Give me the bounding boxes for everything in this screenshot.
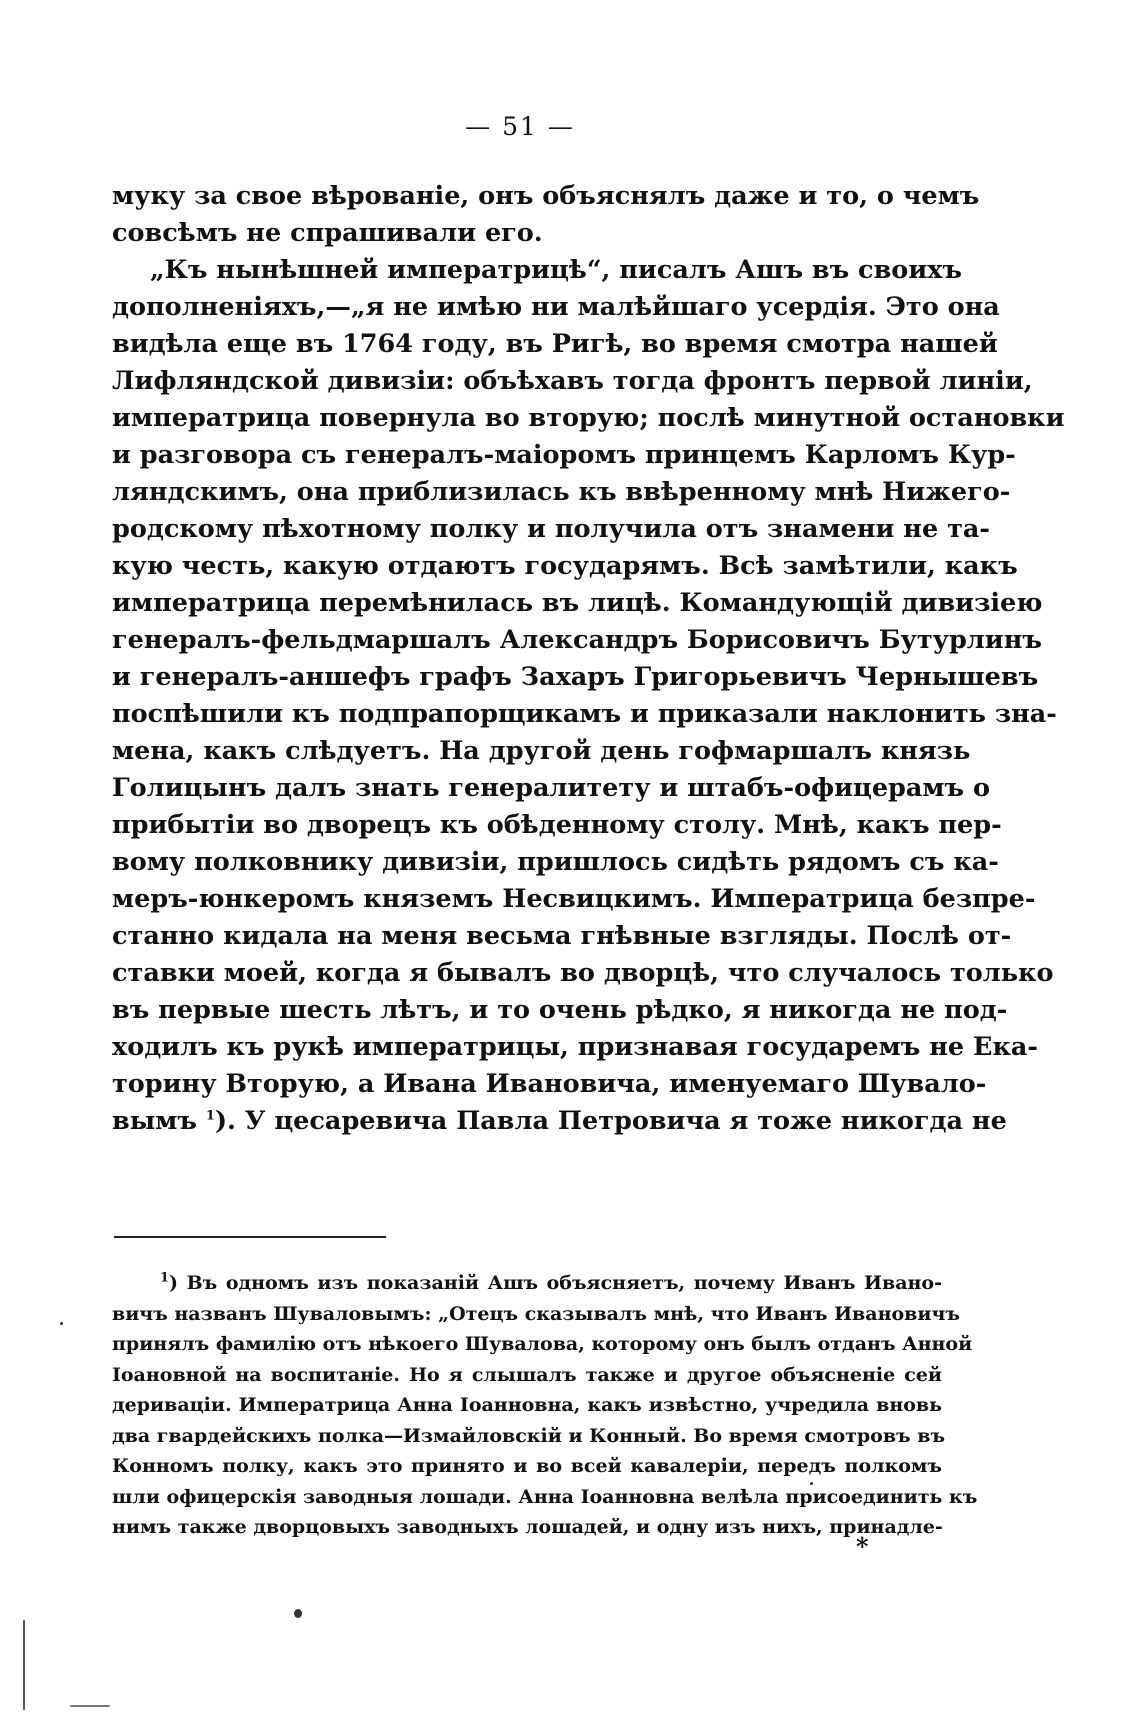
text-line: Голицынъ далъ знать генералитету и штабъ-офицерамъ о	[112, 773, 991, 803]
text-line: мена, какъ слѣдуетъ. На другой день гофмаршалъ князь	[112, 736, 971, 766]
text-line: „Къ нынѣшней императрицѣ“, писалъ Ашъ въ своихъ	[150, 255, 962, 285]
text-line: ходилъ къ рукѣ императрицы, признавая государемъ не Ека-	[112, 1032, 1038, 1062]
print-speck	[294, 1609, 302, 1618]
print-speck	[23, 1620, 25, 1710]
text-line: прибытіи во дворецъ къ обѣденному столу. Мнѣ, какъ пер-	[112, 810, 1002, 840]
text-line: императрица перемѣнилась въ лицѣ. Командующій дивизіею	[112, 588, 1043, 618]
footnote-line: шли офицерскія заводныя лошади. Анна Іоанновна велѣла присоединить къ	[112, 1485, 978, 1508]
print-speck	[60, 1322, 63, 1325]
footnote-line: деривацiи. Императрица Анна Іоанновна, какъ извѣстно, учредила вновь	[112, 1394, 942, 1416]
print-speck	[810, 1482, 813, 1485]
footnote-line: Конномъ полку, какъ это принято и во всей кавалеріи, передъ полкомъ	[112, 1455, 942, 1477]
footnote-line: нимъ также дворцовыхъ заводныхъ лошадей, и одну изъ нихъ, принадле-	[112, 1516, 943, 1538]
footnote-line: принялъ фамилію отъ нѣкоего Шувалова, которому онъ былъ отданъ Анной	[112, 1333, 973, 1355]
text-line: торину Вторую, а Ивана Ивановича, именуемаго Шувало-	[112, 1069, 987, 1099]
print-speck	[70, 1705, 110, 1707]
text-line: императрица повернула во вторую; послѣ минутной остановки	[112, 403, 1065, 433]
page-number: — 51 —	[465, 112, 575, 141]
text-line: меръ-юнкеромъ княземъ Несвицкимъ. Императрица безпре-	[112, 884, 1036, 914]
footnote-line: Іоановной на воспитаніе. Но я слышалъ также и другое объясненіе сей	[112, 1363, 942, 1386]
text-line: совсѣмъ не спрашивали его.	[112, 218, 543, 248]
text-line: родскому пѣхотному полку и получила отъ знамени не та-	[112, 514, 990, 544]
text-line: Лифляндской дивизіи: объѣхавъ тогда фронтъ первой линіи,	[112, 366, 1033, 396]
footnote-line: два гвардейскихъ полка—Измайловскій и Конный. Во время смотровъ въ	[112, 1424, 946, 1447]
text-line: вому полковнику дивизіи, пришлось сидѣть рядомъ съ ка-	[112, 847, 999, 877]
footnote-reference[interactable]: 1	[205, 1108, 215, 1124]
text-line: муку за свое вѣрованіе, онъ объяснялъ даже и то, о чемъ	[112, 181, 980, 211]
footnote-divider	[114, 1236, 386, 1238]
footnote-line: вичъ названъ Шуваловымъ: „Отецъ сказывалъ мнѣ, что Иванъ Ивановичъ	[112, 1302, 960, 1325]
footnote-marker: 1	[160, 1270, 170, 1286]
text-line: и разговора съ генералъ-маіоромъ принцемъ Карломъ Кур-	[112, 440, 1016, 470]
text-line: станно кидала на меня весьма гнѣвные взгляды. Послѣ от-	[112, 921, 1012, 951]
text-fragment: вымъ	[112, 1106, 197, 1136]
text-line: видѣла еще въ 1764 году, въ Ригѣ, во время смотра нашей	[112, 329, 998, 359]
text-line: поспѣшили къ подпрапорщикамъ и приказали наклонить зна-	[112, 699, 1057, 729]
body-text	[112, 178, 1065, 1140]
text-line: въ первые шесть лѣтъ, и то очень рѣдко, я никогда не под-	[112, 995, 1008, 1025]
text-line: ляндскимъ, она приблизилась къ ввѣренному мнѣ Нижего-	[112, 477, 1011, 507]
text-fragment: ) Въ одномъ изъ показаній Ашъ объясняетъ, почему Иванъ Ивано-	[169, 1272, 942, 1294]
text-line	[112, 1103, 1007, 1140]
footnote	[112, 1268, 978, 1543]
text-line: и генералъ-аншефъ графъ Захаръ Григорьевичъ Чернышевъ	[112, 662, 1039, 692]
footnote-line	[112, 1268, 942, 1299]
text-line: дополненіяхъ,—„я не имѣю ни малѣйшаго усердія. Это она	[112, 292, 1000, 322]
text-fragment: ). У цесаревича Павла Петровича я тоже никогда не	[214, 1106, 1007, 1136]
text-line: ставки моей, когда я бывалъ во дворцѣ, что случалось только	[112, 958, 1054, 988]
text-line: кую честь, какую отдаютъ государямъ. Всѣ замѣтили, какъ	[112, 551, 1018, 581]
text-line: генералъ-фельдмаршалъ Александръ Борисовичъ Бутурлинъ	[112, 625, 1042, 655]
signature-mark: *	[856, 1532, 869, 1561]
